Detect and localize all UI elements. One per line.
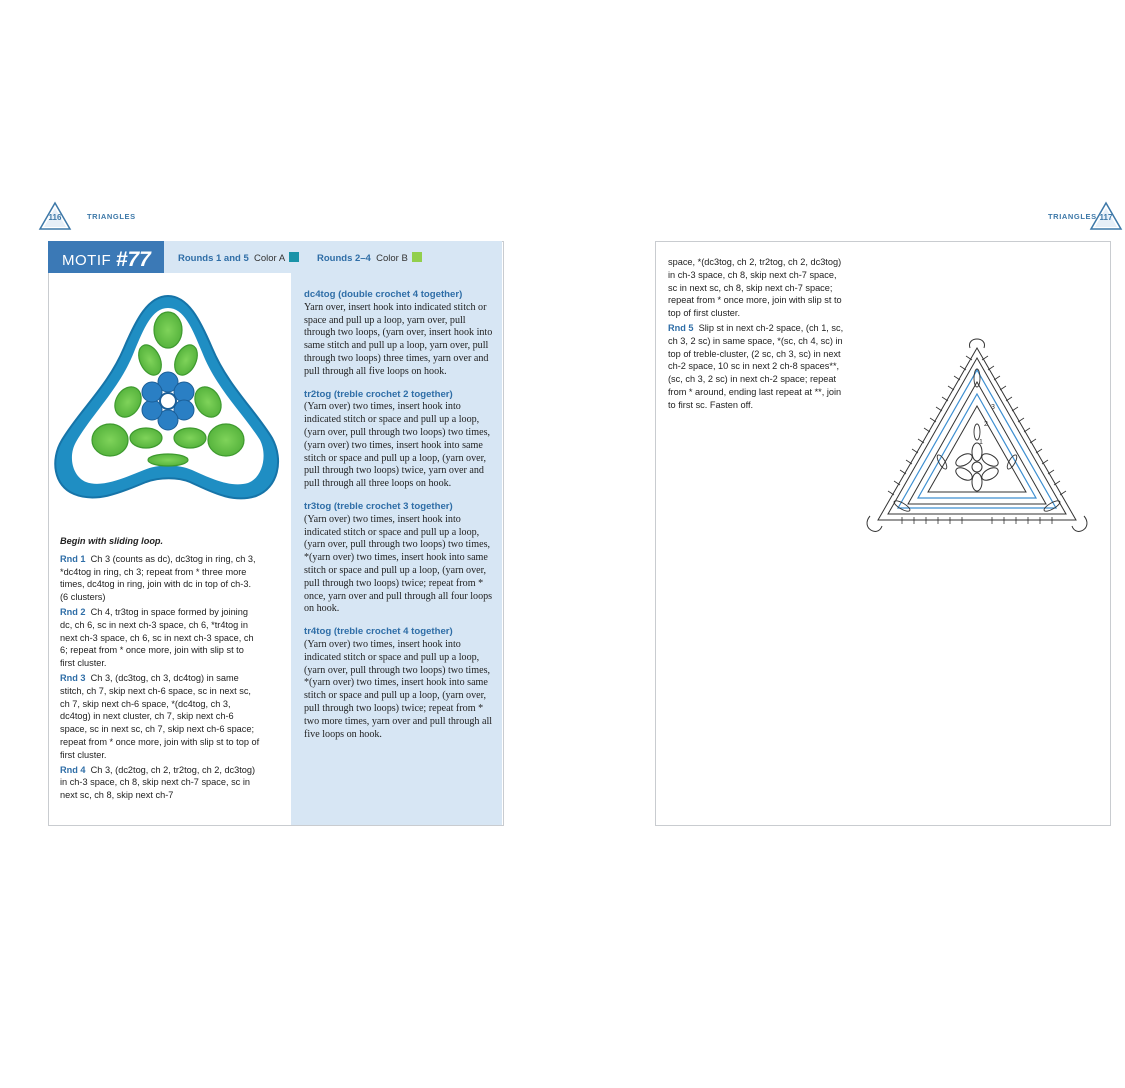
round-5: Rnd 5 Slip st in next ch-2 space, (ch 1, sc, ch 3, 2 sc) in same space, *(sc, ch 4, sc) in top of treble-cluster, (2 sc, ch 3, sc) in next ch-2 space, 10 sc in next 2 ch-8 spaces**, (sc, ch 3, 2 sc) in next ch-2 space; repeat from * around, ending last repeat at **, join to first sc. Fasten off. xyxy=(668,322,844,410)
color-a-swatch xyxy=(289,252,299,262)
stitch-glossary xyxy=(304,289,494,751)
glossary-entry: tr3tog (treble crochet 3 together) (Yarn over) two times, insert hook into indicated stitch or space and pull up a loop, (yarn over, pull through two loops) two times, *(yarn over) two times, insert hook into same stitch or space and pull up a loop, (yarn over, pull through two loops) twice; repeat from * once, yarn over and pull through all four loops on hook. xyxy=(304,500,493,615)
motif-number: #77 xyxy=(115,248,151,271)
color-b-legend: Rounds 2–4 Color B xyxy=(317,252,422,264)
round-mark: 3 xyxy=(991,404,995,411)
round-3: Rnd 3 Ch 3, (dc3tog, ch 3, dc4tog) in same stitch, ch 7, skip next ch-6 space, sc in next sc, ch 7, skip next ch-6 space, *(dc4tog, ch 3, dc4tog) in next cluster, ch 7, skip next ch-6 space, sc in next sc, ch 7, skip next ch-6 space; repeat from * once more, join with slip st to top of first cluster. xyxy=(60,672,260,760)
color-b-swatch xyxy=(412,252,422,262)
round-4-continued: space, *(dc3tog, ch 2, tr2tog, ch 2, dc3tog) in ch-3 space, ch 8, skip next ch-7 space, sc in next sc, ch 8, skip next ch-7 space; repeat from * once more, join with slip st to top of first cluster. xyxy=(668,257,842,319)
motif-title: MOTIF #77 xyxy=(62,248,151,271)
glossary-entry: tr4tog (treble crochet 4 together) (Yarn over) two times, insert hook into indicated stitch or space and pull up a loop, (yarn over, pull through two loops) two times, *(yarn over) two times, insert hook into same stitch or space and pull up a loop, (yarn over, pull through two loops) twice; repeat from * two more times, yarn over and pull through all five loops on hook. xyxy=(304,626,493,740)
round-mark: 1 xyxy=(979,439,983,446)
glossary-entry: tr2tog (treble crochet 2 together) (Yarn over) two times, insert hook into indicated stitch or space and pull up a loop, (yarn over, pull through two loops) two times, (yarn over) two times, insert hook into same stitch or space and pull up a loop, (yarn over, pull through two loops) twice, yarn over and pull through all three loops on hook. xyxy=(304,389,494,491)
glossary-term: tr2tog (treble crochet 2 together) xyxy=(304,388,453,400)
round-mark: 2 xyxy=(984,421,988,428)
pattern-instructions-continued xyxy=(668,256,848,414)
color-a-legend: Rounds 1 and 5 Color A xyxy=(178,252,299,264)
page-number-right: 117 xyxy=(1099,213,1113,222)
pattern-intro: Begin with sliding loop. xyxy=(60,536,164,546)
section-title-left: TRIANGLES xyxy=(87,212,136,221)
page-number-left: 116 xyxy=(48,213,62,222)
glossary-term: tr4tog (treble crochet 4 together) xyxy=(304,626,453,638)
glossary-term: tr3tog (treble crochet 3 together) xyxy=(304,500,453,512)
glossary-term: dc4tog (double crochet 4 together) xyxy=(304,289,463,300)
round-4: Rnd 4 Ch 3, (dc2tog, ch 2, tr2tog, ch 2, dc3tog) in ch-3 space, ch 8, skip next ch-7 space, sc in next sc, ch 8, skip next ch-7 xyxy=(60,764,256,801)
round-1: Rnd 1 Ch 3 (counts as dc), dc3tog in ring, ch 3, *dc4tog in ring, ch 3; repeat from * three more times, dc4tog in ring, join with dc in top of ch-3. (6 clusters) xyxy=(60,553,256,603)
glossary-entry: dc4tog (double crochet 4 together) Yarn over, insert hook into indicated stitch or space and pull up a loop, yarn over, pull through two loops, (yarn over, insert hook into same stitch and pull up a loop, yarn over, pull through two loops) three times, yarn over and pull through all five loops on hook. xyxy=(304,289,493,377)
crochet-motif-photo xyxy=(50,290,286,508)
round-2: Rnd 2 Ch 4, tr3tog in space formed by joining dc, ch 6, sc in next ch-3 space, ch 6, *tr4tog in next ch-3 space, ch 6, sc in next ch-3 space, ch 6; repeat from * once more, join with slip st to first cluster. xyxy=(60,606,254,669)
crochet-chart-diagram xyxy=(862,334,1092,544)
motif-title-box xyxy=(48,241,164,273)
section-title-right: TRIANGLES xyxy=(1048,212,1097,221)
pattern-instructions xyxy=(60,535,260,804)
